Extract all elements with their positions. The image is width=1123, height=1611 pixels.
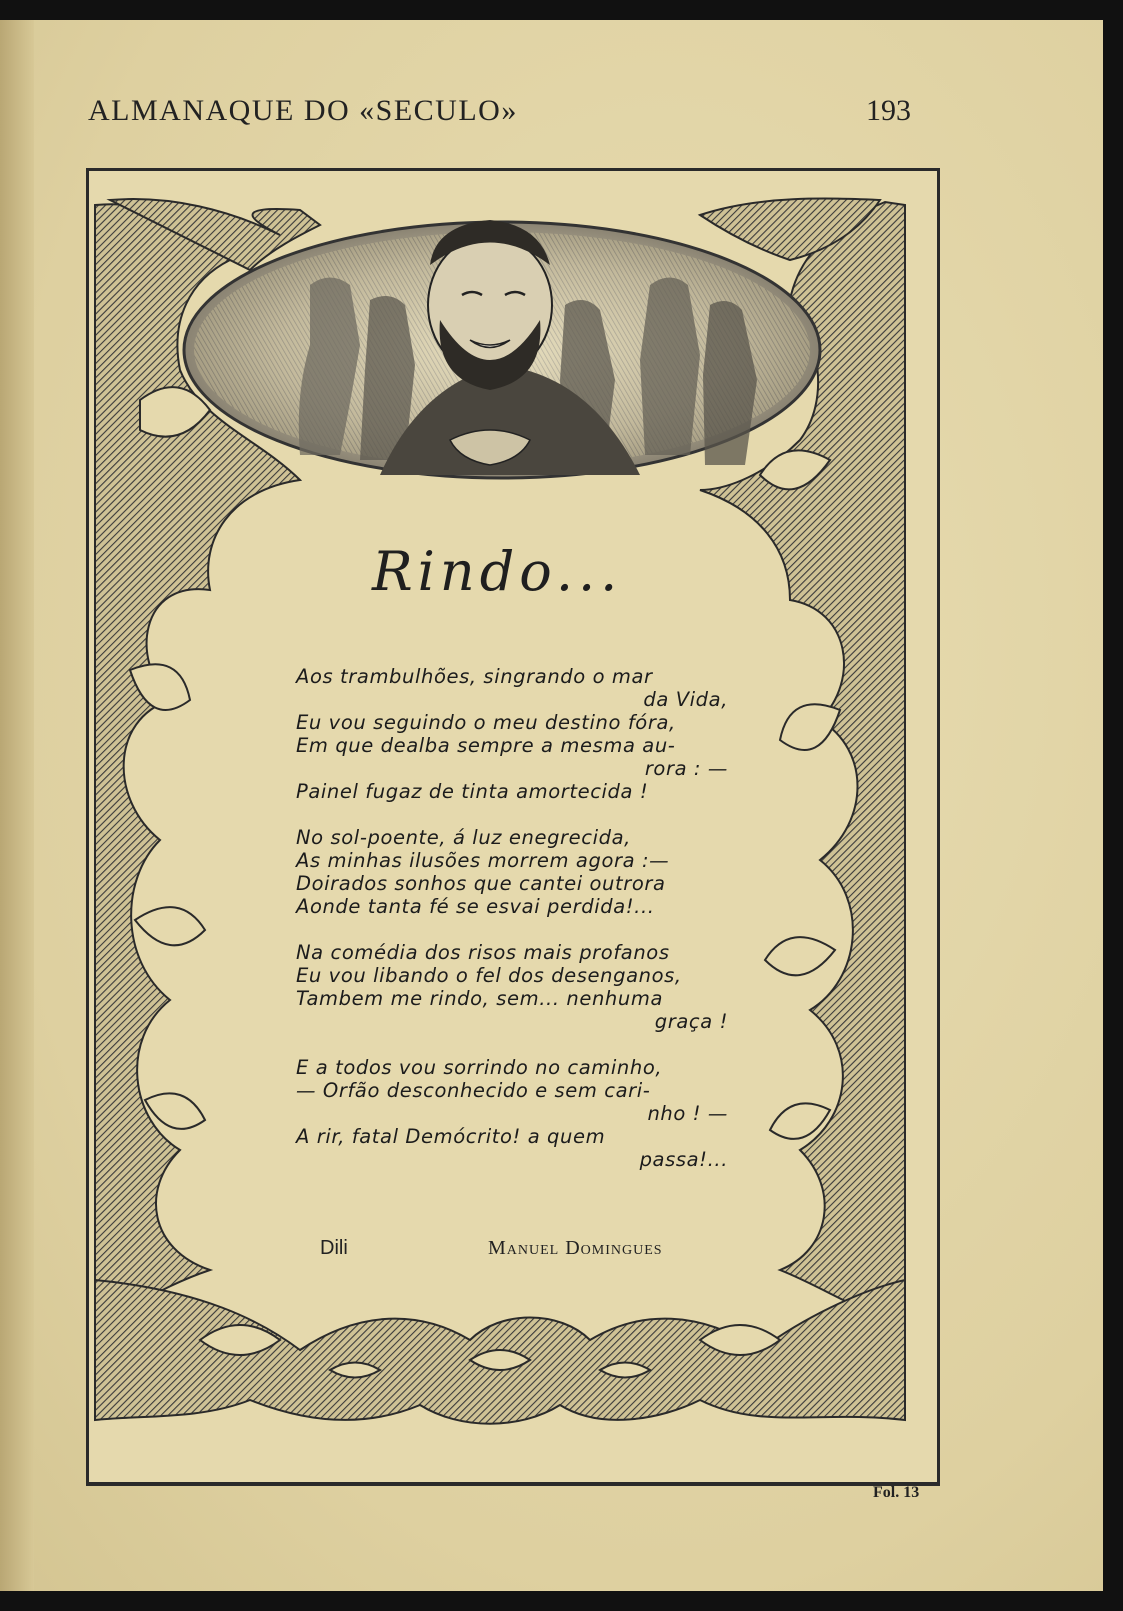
poem-line: nho ! — bbox=[647, 1102, 728, 1125]
poem-line: Painel fugaz de tinta amortecida ! bbox=[296, 780, 649, 803]
poem-line: Aonde tanta fé se esvai perdida!... bbox=[296, 895, 655, 918]
poem-line: Doirados sonhos que cantei outrora bbox=[296, 872, 666, 895]
stanza bbox=[296, 1056, 728, 1171]
stanza bbox=[296, 941, 728, 1033]
poem-line: graça ! bbox=[654, 1010, 728, 1033]
poem-line: da Vida, bbox=[643, 688, 728, 711]
poem-line: Aos trambulhões, singrando o mar bbox=[296, 665, 653, 688]
poem-line: Em que dealba sempre a mesma au- bbox=[296, 734, 676, 757]
poem-line: Eu vou libando o fel dos desenganos, bbox=[296, 964, 682, 987]
folio-mark: Fol. 13 bbox=[873, 1484, 920, 1501]
poem-line: As minhas ilusões morrem agora :— bbox=[296, 849, 670, 872]
laughing-man-illustration bbox=[184, 220, 820, 478]
poem-line: A rir, fatal Demócrito! a quem bbox=[296, 1125, 606, 1148]
poem-line: — Orfão desconhecido e sem cari- bbox=[296, 1079, 651, 1102]
place-dateline: Dili bbox=[320, 1237, 348, 1259]
poem-body bbox=[296, 665, 728, 1194]
page-number: 193 bbox=[866, 94, 911, 127]
author-signature: Manuel Domingues bbox=[488, 1237, 663, 1259]
running-title: ALMANAQUE DO «SECULO» bbox=[88, 94, 518, 127]
poem-title: Rindo... bbox=[372, 540, 623, 603]
poem-line: No sol-poente, á luz enegrecida, bbox=[296, 826, 631, 849]
poem-line: Eu vou seguindo o meu destino fóra, bbox=[296, 711, 676, 734]
poem-line: Tambem me rindo, sem... nenhuma bbox=[296, 987, 663, 1010]
stanza bbox=[296, 665, 728, 803]
stanza bbox=[296, 826, 728, 918]
poem-line: rora : — bbox=[644, 757, 728, 780]
poem-line: passa!... bbox=[639, 1148, 728, 1171]
poem-line: E a todos vou sorrindo no caminho, bbox=[296, 1056, 663, 1079]
poem-line: Na comédia dos risos mais profanos bbox=[296, 941, 670, 964]
page bbox=[0, 20, 1103, 1591]
